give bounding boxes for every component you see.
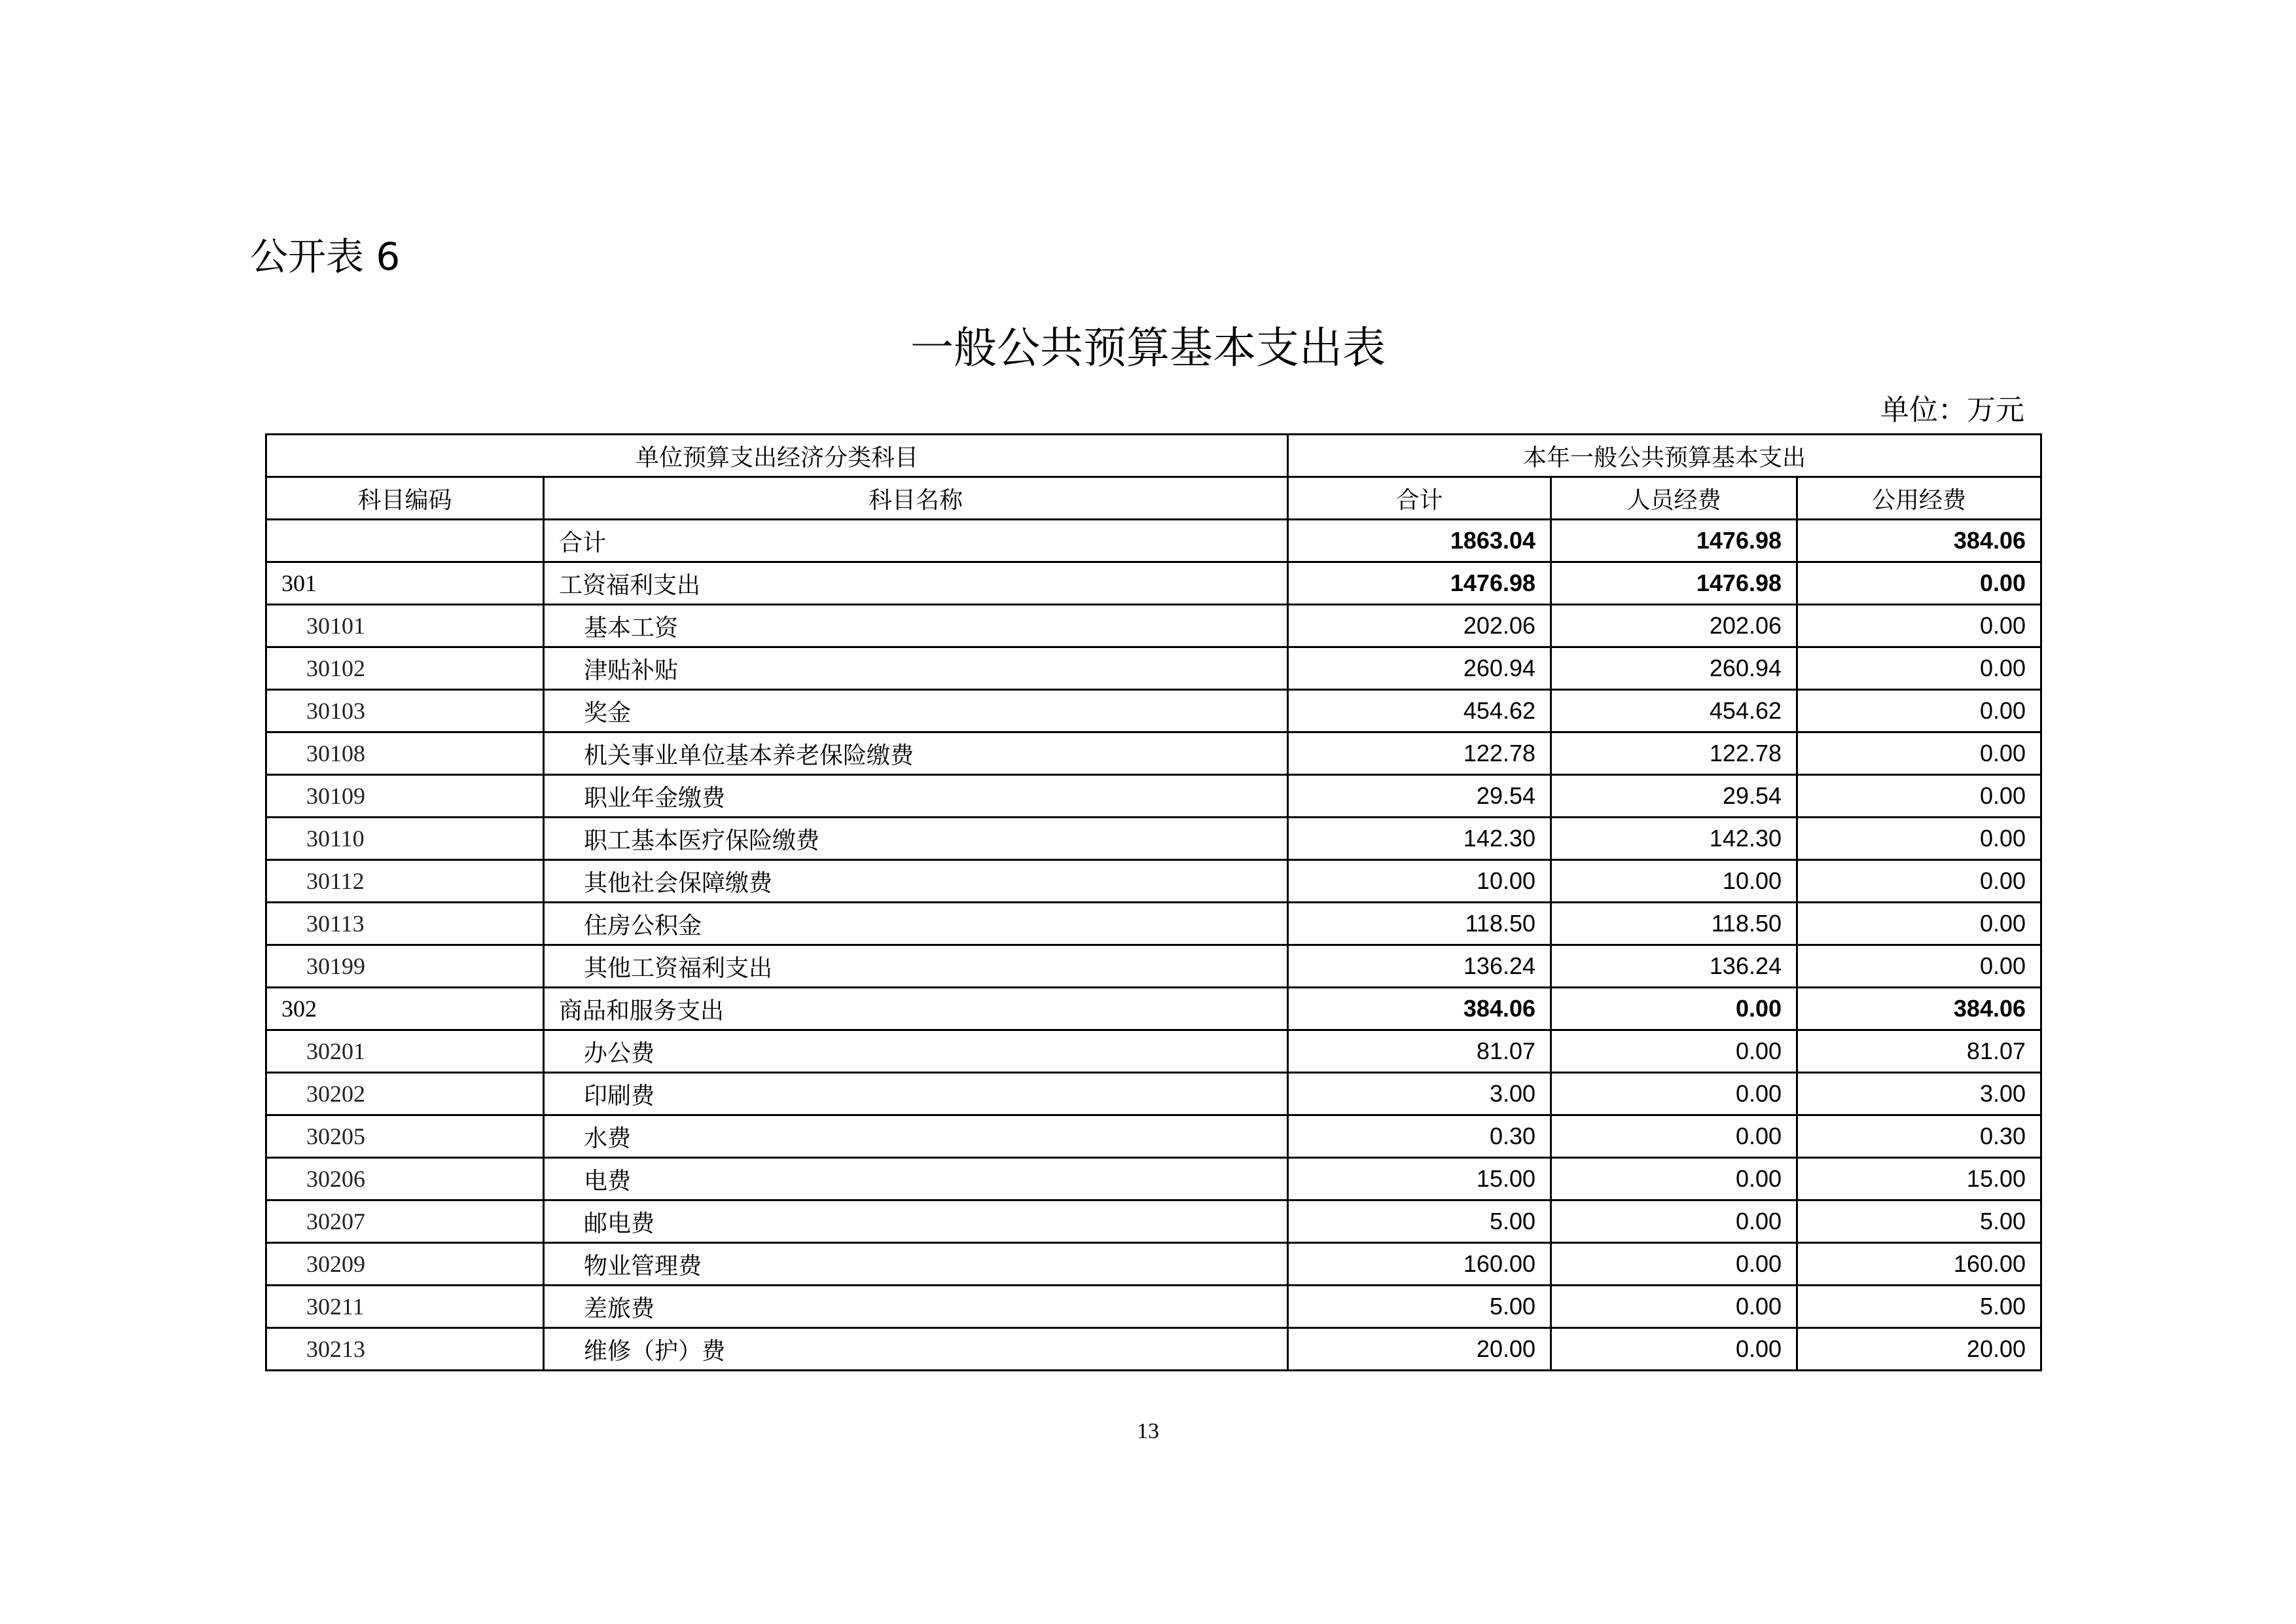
header-group-left: 单位预算支出经济分类科目 bbox=[266, 435, 1288, 477]
row-code: 30108 bbox=[266, 732, 544, 775]
table-row bbox=[266, 690, 2041, 732]
page-title: 一般公共预算基本支出表 bbox=[910, 323, 1386, 373]
row-personnel: 1476.98 bbox=[1551, 562, 1797, 605]
row-public: 0.00 bbox=[1797, 945, 2041, 988]
table-row bbox=[266, 1115, 2041, 1158]
row-public: 384.06 bbox=[1797, 520, 2041, 562]
row-total: 29.54 bbox=[1288, 775, 1551, 818]
row-code: 30110 bbox=[266, 818, 544, 860]
row-public: 5.00 bbox=[1797, 1200, 2041, 1243]
unit-label: 单位：万元 bbox=[1880, 393, 2024, 427]
row-code: 302 bbox=[266, 988, 544, 1030]
row-code: 30206 bbox=[266, 1158, 544, 1200]
row-code bbox=[266, 520, 544, 562]
row-personnel: 29.54 bbox=[1551, 775, 1797, 818]
row-total: 202.06 bbox=[1288, 605, 1551, 647]
row-total: 384.06 bbox=[1288, 988, 1551, 1030]
row-code: 30211 bbox=[266, 1286, 544, 1328]
row-public: 0.00 bbox=[1797, 818, 2041, 860]
row-code: 301 bbox=[266, 562, 544, 605]
row-name: 津贴补贴 bbox=[544, 647, 1288, 690]
row-personnel: 0.00 bbox=[1551, 1115, 1797, 1158]
row-code: 30101 bbox=[266, 605, 544, 647]
budget-table bbox=[265, 433, 2042, 1371]
header-group-row bbox=[266, 435, 2041, 477]
row-code: 30103 bbox=[266, 690, 544, 732]
table-row bbox=[266, 647, 2041, 690]
row-code: 30205 bbox=[266, 1115, 544, 1158]
row-total: 260.94 bbox=[1288, 647, 1551, 690]
row-personnel: 0.00 bbox=[1551, 1243, 1797, 1286]
row-name: 电费 bbox=[544, 1158, 1288, 1200]
row-total: 1863.04 bbox=[1288, 520, 1551, 562]
row-public: 0.00 bbox=[1797, 775, 2041, 818]
row-personnel: 0.00 bbox=[1551, 1200, 1797, 1243]
row-public: 20.00 bbox=[1797, 1328, 2041, 1371]
table-row bbox=[266, 988, 2041, 1030]
table-row bbox=[266, 732, 2041, 775]
row-total: 142.30 bbox=[1288, 818, 1551, 860]
row-total: 0.30 bbox=[1288, 1115, 1551, 1158]
row-personnel: 0.00 bbox=[1551, 1030, 1797, 1073]
row-public: 81.07 bbox=[1797, 1030, 2041, 1073]
table-row bbox=[266, 1073, 2041, 1115]
row-code: 30113 bbox=[266, 903, 544, 945]
row-name: 其他社会保障缴费 bbox=[544, 860, 1288, 903]
row-personnel: 202.06 bbox=[1551, 605, 1797, 647]
header-personnel: 人员经费 bbox=[1551, 477, 1797, 520]
row-personnel: 136.24 bbox=[1551, 945, 1797, 988]
row-public: 0.00 bbox=[1797, 860, 2041, 903]
table-row bbox=[266, 1286, 2041, 1328]
row-public: 0.30 bbox=[1797, 1115, 2041, 1158]
row-name: 机关事业单位基本养老保险缴费 bbox=[544, 732, 1288, 775]
table-row bbox=[266, 903, 2041, 945]
row-total: 454.62 bbox=[1288, 690, 1551, 732]
row-name: 差旅费 bbox=[544, 1286, 1288, 1328]
row-name: 住房公积金 bbox=[544, 903, 1288, 945]
row-personnel: 260.94 bbox=[1551, 647, 1797, 690]
row-code: 30201 bbox=[266, 1030, 544, 1073]
row-name: 水费 bbox=[544, 1115, 1288, 1158]
row-personnel: 0.00 bbox=[1551, 1328, 1797, 1371]
row-personnel: 118.50 bbox=[1551, 903, 1797, 945]
table-row bbox=[266, 1030, 2041, 1073]
row-code: 30209 bbox=[266, 1243, 544, 1286]
row-name: 基本工资 bbox=[544, 605, 1288, 647]
table-row bbox=[266, 520, 2041, 562]
table-row bbox=[266, 945, 2041, 988]
table-row bbox=[266, 1243, 2041, 1286]
table-row bbox=[266, 1200, 2041, 1243]
row-name: 维修（护）费 bbox=[544, 1328, 1288, 1371]
row-personnel: 122.78 bbox=[1551, 732, 1797, 775]
row-code: 30112 bbox=[266, 860, 544, 903]
row-total: 136.24 bbox=[1288, 945, 1551, 988]
table-row bbox=[266, 605, 2041, 647]
row-name: 商品和服务支出 bbox=[544, 988, 1288, 1030]
row-total: 81.07 bbox=[1288, 1030, 1551, 1073]
row-personnel: 142.30 bbox=[1551, 818, 1797, 860]
row-personnel: 0.00 bbox=[1551, 988, 1797, 1030]
row-public: 0.00 bbox=[1797, 605, 2041, 647]
row-public: 15.00 bbox=[1797, 1158, 2041, 1200]
row-code: 30199 bbox=[266, 945, 544, 988]
header-public: 公用经费 bbox=[1797, 477, 2041, 520]
row-total: 20.00 bbox=[1288, 1328, 1551, 1371]
table-body bbox=[266, 520, 2041, 1371]
row-personnel: 0.00 bbox=[1551, 1073, 1797, 1115]
row-personnel: 10.00 bbox=[1551, 860, 1797, 903]
row-name: 工资福利支出 bbox=[544, 562, 1288, 605]
table-row bbox=[266, 562, 2041, 605]
row-personnel: 1476.98 bbox=[1551, 520, 1797, 562]
row-name: 奖金 bbox=[544, 690, 1288, 732]
row-total: 1476.98 bbox=[1288, 562, 1551, 605]
header-total: 合计 bbox=[1288, 477, 1551, 520]
table-row bbox=[266, 775, 2041, 818]
row-name: 物业管理费 bbox=[544, 1243, 1288, 1286]
row-personnel: 0.00 bbox=[1551, 1158, 1797, 1200]
header-group-right: 本年一般公共预算基本支出 bbox=[1288, 435, 2041, 477]
table-row bbox=[266, 1158, 2041, 1200]
row-name: 职业年金缴费 bbox=[544, 775, 1288, 818]
row-total: 15.00 bbox=[1288, 1158, 1551, 1200]
row-total: 118.50 bbox=[1288, 903, 1551, 945]
row-total: 122.78 bbox=[1288, 732, 1551, 775]
row-code: 30109 bbox=[266, 775, 544, 818]
table-row bbox=[266, 818, 2041, 860]
row-total: 10.00 bbox=[1288, 860, 1551, 903]
row-code: 30213 bbox=[266, 1328, 544, 1371]
row-code: 30102 bbox=[266, 647, 544, 690]
row-name: 职工基本医疗保险缴费 bbox=[544, 818, 1288, 860]
row-public: 384.06 bbox=[1797, 988, 2041, 1030]
header-column-row bbox=[266, 477, 2041, 520]
row-name: 其他工资福利支出 bbox=[544, 945, 1288, 988]
row-name: 印刷费 bbox=[544, 1073, 1288, 1115]
row-name: 合计 bbox=[544, 520, 1288, 562]
row-total: 160.00 bbox=[1288, 1243, 1551, 1286]
document-label: 公开表 6 bbox=[250, 234, 401, 279]
page-number: 13 bbox=[1137, 1419, 1159, 1443]
row-public: 3.00 bbox=[1797, 1073, 2041, 1115]
table-row bbox=[266, 1328, 2041, 1371]
header-code: 科目编码 bbox=[266, 477, 544, 520]
row-total: 5.00 bbox=[1288, 1286, 1551, 1328]
row-public: 0.00 bbox=[1797, 647, 2041, 690]
row-code: 30207 bbox=[266, 1200, 544, 1243]
row-public: 0.00 bbox=[1797, 562, 2041, 605]
header-name: 科目名称 bbox=[544, 477, 1288, 520]
row-personnel: 454.62 bbox=[1551, 690, 1797, 732]
row-total: 3.00 bbox=[1288, 1073, 1551, 1115]
row-public: 0.00 bbox=[1797, 903, 2041, 945]
row-public: 0.00 bbox=[1797, 732, 2041, 775]
row-public: 5.00 bbox=[1797, 1286, 2041, 1328]
row-name: 办公费 bbox=[544, 1030, 1288, 1073]
table-row bbox=[266, 860, 2041, 903]
row-name: 邮电费 bbox=[544, 1200, 1288, 1243]
row-code: 30202 bbox=[266, 1073, 544, 1115]
row-public: 0.00 bbox=[1797, 690, 2041, 732]
row-total: 5.00 bbox=[1288, 1200, 1551, 1243]
row-public: 160.00 bbox=[1797, 1243, 2041, 1286]
row-personnel: 0.00 bbox=[1551, 1286, 1797, 1328]
